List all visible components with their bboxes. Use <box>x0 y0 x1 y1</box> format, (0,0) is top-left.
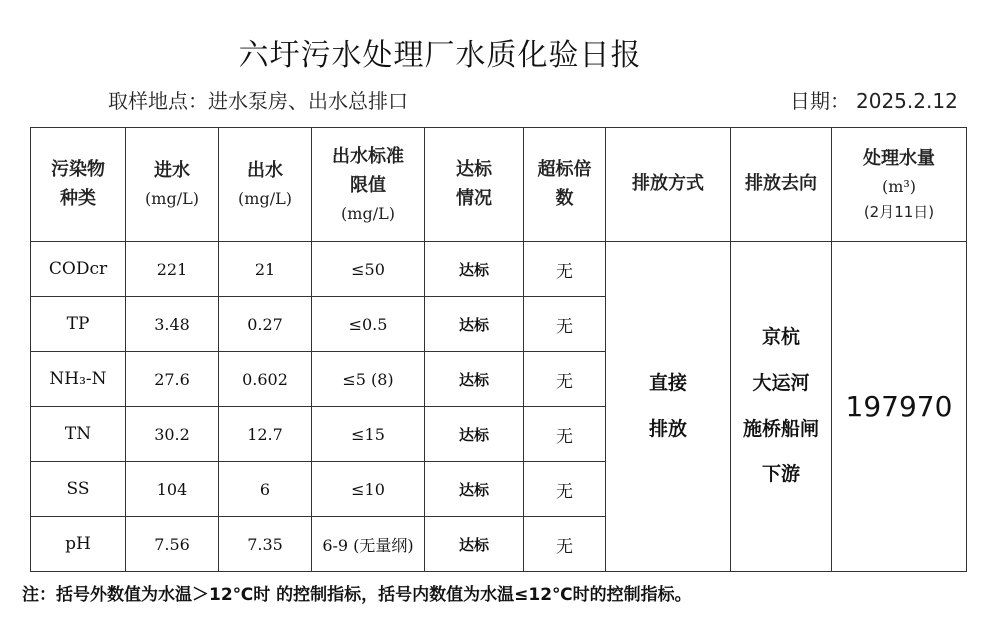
header-outflow-line1: 出水 <box>247 160 283 182</box>
exceed-cell: 无 <box>524 297 606 352</box>
limit-cell: ≤50 <box>312 242 425 297</box>
limit-cell: ≤15 <box>312 407 425 462</box>
status-cell: 达标 <box>425 242 524 297</box>
outflow-cell: 12.7 <box>219 407 312 462</box>
header-outflow-unit: (mg/L) <box>238 189 292 209</box>
inflow-cell: 3.48 <box>126 297 219 352</box>
header-method: 排放方式 <box>606 128 731 242</box>
water-quality-table <box>30 127 967 572</box>
inflow-cell: 30.2 <box>126 407 219 462</box>
inflow-cell: 221 <box>126 242 219 297</box>
header-volume <box>832 128 967 242</box>
header-inflow-line1: 进水 <box>154 160 190 182</box>
outflow-cell: 0.602 <box>219 352 312 407</box>
pollutant-cell: CODcr <box>31 242 126 297</box>
pollutant-cell: NH₃-N <box>31 352 126 407</box>
status-cell: 达标 <box>425 297 524 352</box>
report-date <box>790 85 958 114</box>
pollutant-cell: SS <box>31 462 126 517</box>
header-pollutant-line1: 污染物 <box>51 158 105 180</box>
header-outflow <box>219 128 312 242</box>
inflow-cell: 27.6 <box>126 352 219 407</box>
header-exceed-line2: 数 <box>555 187 574 209</box>
header-pollutant-line2: 种类 <box>60 187 96 209</box>
header-status-line2: 情况 <box>456 187 492 209</box>
limit-cell: ≤10 <box>312 462 425 517</box>
outflow-cell: 21 <box>219 242 312 297</box>
table-row <box>31 242 967 297</box>
status-cell: 达标 <box>425 352 524 407</box>
pollutant-cell: TP <box>31 297 126 352</box>
exceed-cell: 无 <box>524 407 606 462</box>
header-inflow-unit: (mg/L) <box>145 189 199 209</box>
header-volume-line1: 处理水量 <box>863 148 935 170</box>
discharge-method-line1: 直接 <box>648 371 687 394</box>
discharge-direction-line1: 京杭 <box>761 326 800 349</box>
exceed-cell: 无 <box>524 352 606 407</box>
header-status <box>425 128 524 242</box>
discharge-direction-line2: 大运河 <box>752 371 810 394</box>
header-direction: 排放去向 <box>731 128 832 242</box>
date-value: 2025.2.12 <box>856 89 958 113</box>
footnote: 注：括号外数值为水温＞12℃时 的控制指标，括号内数值为水温≤12℃时的控制指标。 <box>22 585 692 605</box>
exceed-cell: 无 <box>524 462 606 517</box>
discharge-direction-line3: 施桥船闸 <box>742 417 819 440</box>
discharge-direction-line4: 下游 <box>761 463 800 486</box>
discharge-method-cell <box>606 242 731 572</box>
header-limit-line1: 出水标准 <box>332 145 404 167</box>
pollutant-cell: pH <box>31 517 126 572</box>
inflow-cell: 104 <box>126 462 219 517</box>
report-title: 六圩污水处理厂水质化验日报 <box>238 38 642 73</box>
header-status-line1: 达标 <box>456 158 492 180</box>
header-volume-date: (2月11日) <box>863 202 935 221</box>
status-cell: 达标 <box>425 462 524 517</box>
header-limit <box>312 128 425 242</box>
limit-cell: 6-9 (无量纲) <box>312 517 425 572</box>
header-pollutant <box>31 128 126 242</box>
header-row <box>31 128 967 242</box>
header-exceed <box>524 128 606 242</box>
exceed-cell: 无 <box>524 242 606 297</box>
limit-cell: ≤0.5 <box>312 297 425 352</box>
status-cell: 达标 <box>425 407 524 462</box>
date-label: 日期： <box>790 89 850 113</box>
status-cell: 达标 <box>425 517 524 572</box>
header-limit-line2: 限值 <box>350 174 386 196</box>
outflow-cell: 7.35 <box>219 517 312 572</box>
discharge-method-line2: 排放 <box>648 417 687 440</box>
header-inflow <box>126 128 219 242</box>
discharge-direction-cell <box>731 242 832 572</box>
pollutant-cell: TN <box>31 407 126 462</box>
limit-cell: ≤5 (8) <box>312 352 425 407</box>
treated-volume-cell: 197970 <box>832 242 967 572</box>
header-volume-unit: (m³) <box>881 177 917 197</box>
header-exceed-line1: 超标倍 <box>537 158 592 180</box>
inflow-cell: 7.56 <box>126 517 219 572</box>
outflow-cell: 0.27 <box>219 297 312 352</box>
sampling-location: 取样地点：进水泵房、出水总排口 <box>108 89 408 113</box>
outflow-cell: 6 <box>219 462 312 517</box>
exceed-cell: 无 <box>524 517 606 572</box>
header-limit-unit: (mg/L) <box>341 203 395 223</box>
